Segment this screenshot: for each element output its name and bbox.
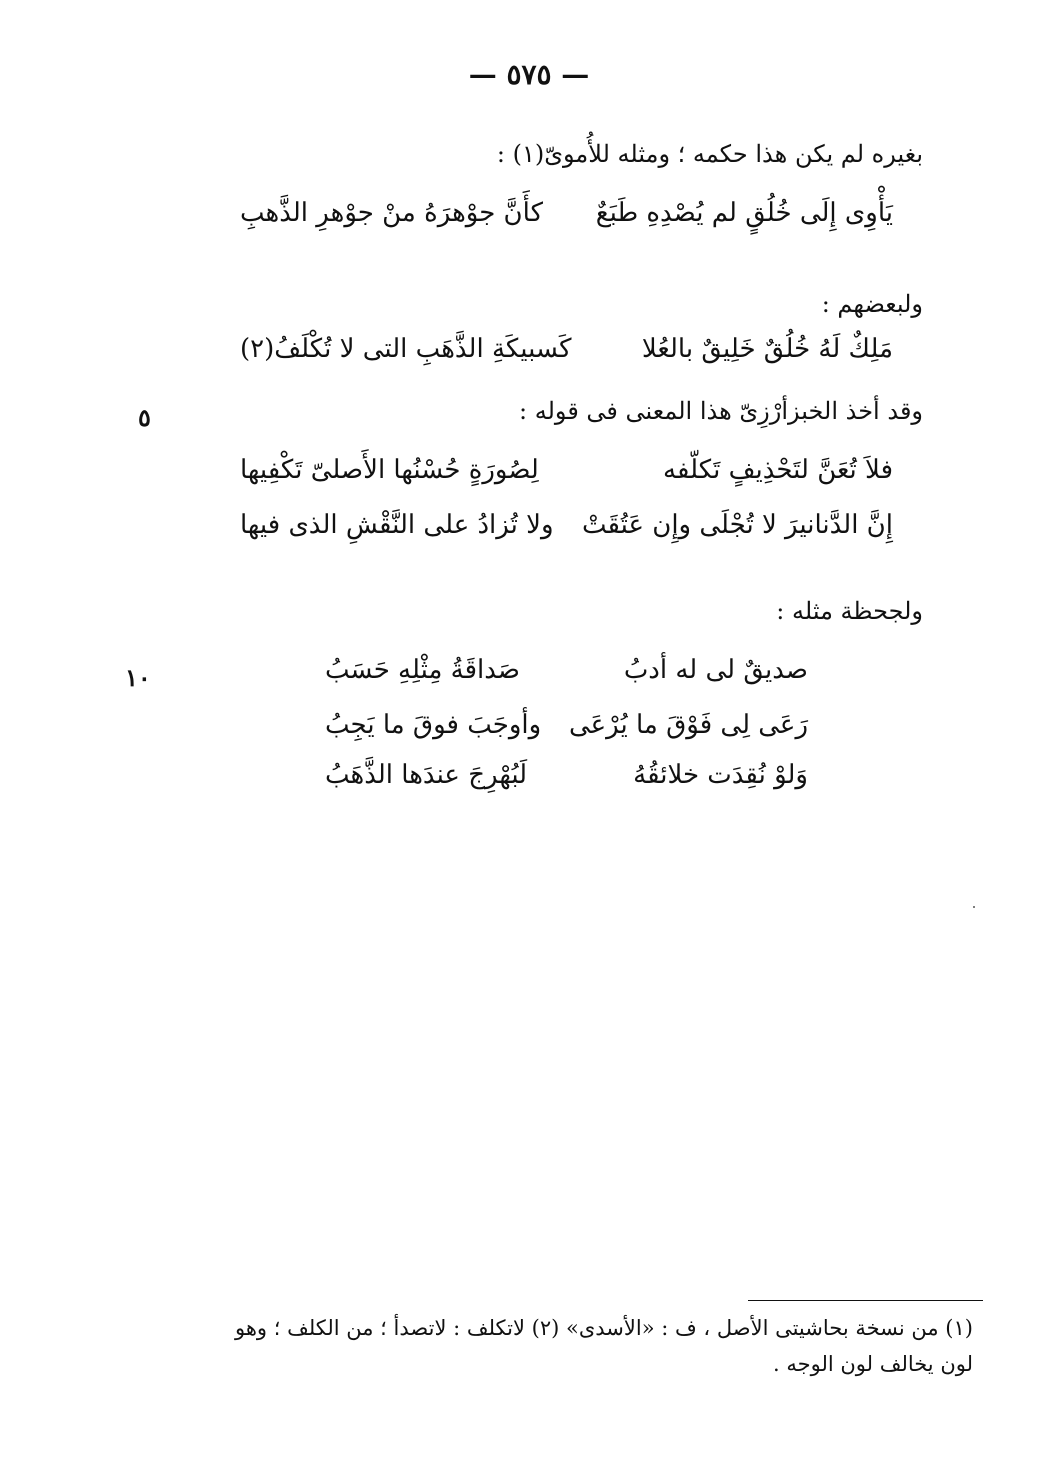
verse-6-second-hemistich: وأوجَبَ فوقَ ما يَجِبُ xyxy=(325,710,542,740)
verse-1-second-hemistich: كأَنَّ جوْهرَهُ منْ جوْهرِ الذَّهبِ xyxy=(240,198,543,228)
footnote-divider xyxy=(748,1300,983,1301)
verse-2-first-hemistich: مَلِكٌ لَهُ خُلُقٌ خَلِيقٌ بالعُلا xyxy=(641,334,893,364)
stray-dot xyxy=(973,906,975,908)
verse-4-first-hemistich: إِنَّ الدَّنانيرَ لا تُجْلَى وإِن عَتُقَتْ xyxy=(581,510,893,540)
line-number-10: ١٠ xyxy=(125,663,151,692)
verse-3-second-hemistich: لِصُورَةٍ حُسْنُها الأَصلىّ تَكْفِيها xyxy=(240,455,539,485)
verse-3-first-hemistich: فلاَ تُعَنَّ لتَحْذِيفٍ تَكلّفه xyxy=(663,455,893,485)
verse-6-first-hemistich: رَعَى لِى فَوْقَ ما يُرْعَى xyxy=(568,710,808,740)
verse-2-second-hemistich: كَسبيكَةِ الذَّهَبِ التى لا تُكْلَفُ(٢) xyxy=(240,334,572,364)
prose-line-intro: بغيره لم يكن هذا حكمه ؛ ومثله للأُموىّ(١) : xyxy=(496,140,923,168)
footnote-line-2: لون يخالف لون الوجه . xyxy=(773,1352,973,1376)
verse-7-first-hemistich: وَلوْ نُقِدَت خلائقُهُ xyxy=(633,760,808,790)
verse-5-first-hemistich: صديقٌ لى له أدبُ xyxy=(623,655,808,685)
verse-4-second-hemistich: ولا تُزادُ على النَّقْشِ الذى فيها xyxy=(240,510,554,540)
line-number-5: ٥ xyxy=(138,403,151,432)
verse-5-second-hemistich: صَداقَةُ مِثْلِهِ حَسَبُ xyxy=(325,655,520,685)
verse-1-first-hemistich: يَأْوِى إِلَى خُلُقٍ لم يُصْدِهِ طَبَعٌ xyxy=(595,198,893,228)
page-number: — ٥٧٥ — xyxy=(468,58,590,91)
verse-7-second-hemistich: لَبُهْرِجَ عندَها الذَّهَبُ xyxy=(325,760,528,790)
prose-line-jahza: ولجحظة مثله : xyxy=(776,597,923,625)
prose-line-khubzaruzzi: وقد أخذ الخبزأرْزِىّ هذا المعنى فى قوله : xyxy=(519,397,923,425)
prose-line-others: ولبعضهم : xyxy=(821,290,923,318)
footnote-line-1: (١) من نسخة بحاشيتى الأصل ، ف : «الأسدى» (٢) لاتكلف : لاتصدأ ؛ من الكلف ؛ وهو xyxy=(234,1316,973,1340)
